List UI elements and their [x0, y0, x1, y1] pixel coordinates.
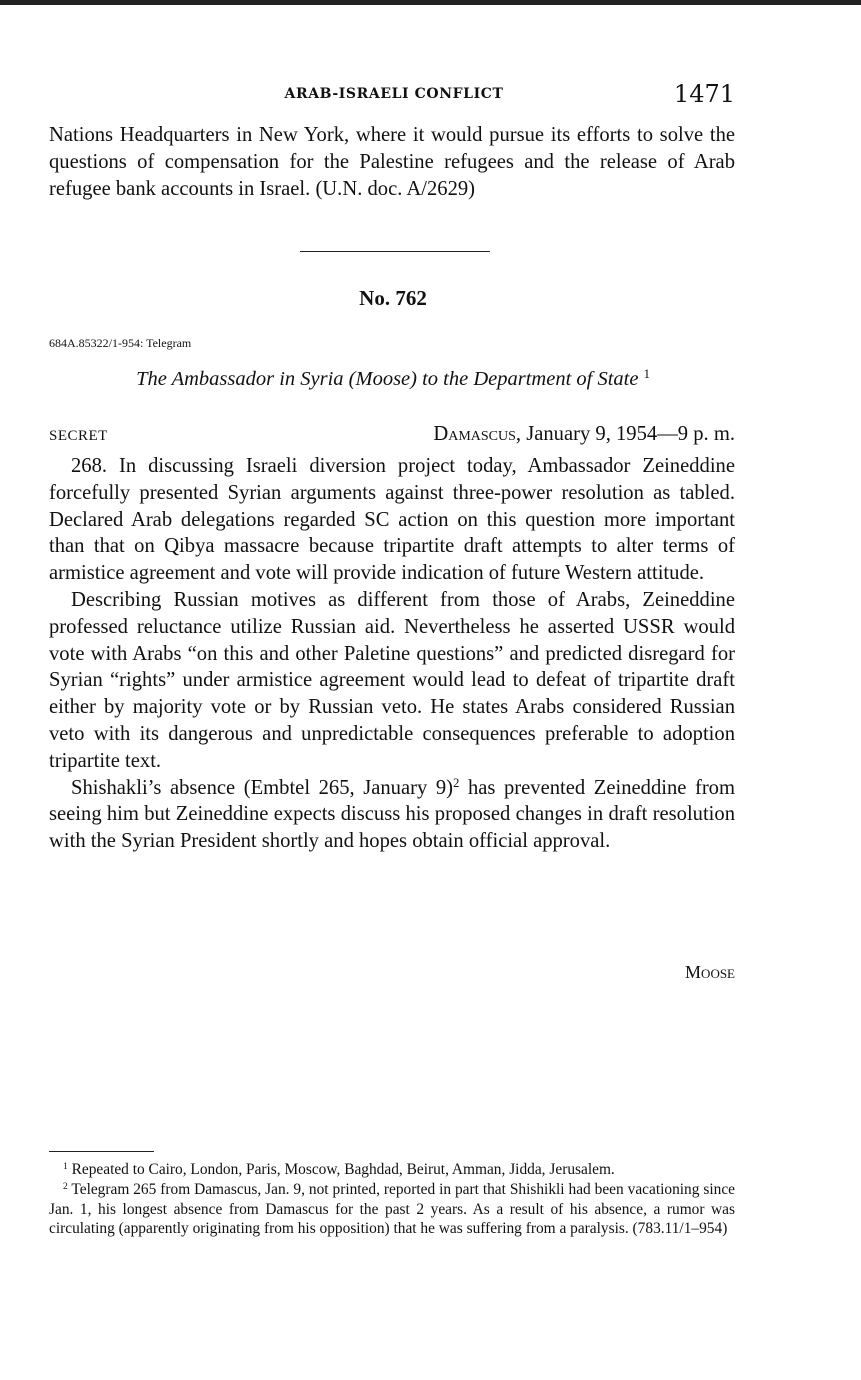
document-number: No. 762 — [359, 286, 427, 310]
footnote-text: Repeated to Cairo, London, Paris, Moscow, Baghdad, Beirut, Amman, Jidda, Jerusalem. — [71, 1161, 615, 1178]
dateline-place: Damascus, — [433, 423, 522, 445]
body-paragraph: 268. In discussing Israeli diversion project today, Ambassador Zeineddine forcefully presented Syrian arguments against three-power resolution as tabled. Declared Arab delegations regarded SC action on this question more important than that on Qibya massacre because tripartite draft attempts to alter terms of armistice agreement and vote will provide indication of future Western attitude. — [49, 455, 735, 585]
footnote-mark: 1 — [63, 1160, 68, 1172]
body-paragraph-text: Shishakli’s absence (Embtel 265, January 9) — [71, 776, 454, 799]
classification: SECRET — [49, 428, 108, 444]
continuation-paragraph — [49, 122, 735, 202]
footnote-rule — [49, 1151, 154, 1152]
footnote-mark: 2 — [63, 1180, 68, 1192]
footnote-text: Telegram 265 from Damascus, Jan. 9, not printed, reported in part that Shishikli had been vacationing since Jan. 1, his longest absence from Damascus for the past 2 years. As a result of his absence, a rumor was circulating (apparently originating from his opposition) that he was suffering from a paralysis. (783.11/1–954) — [49, 1180, 735, 1238]
dateline-date: January 9, 1954—9 p. m. — [526, 423, 735, 445]
dateline — [433, 423, 735, 446]
footnotes — [49, 1160, 735, 1239]
document-title-text: The Ambassador in Syria (Moose) to the Department of State — [136, 368, 639, 390]
section-divider — [300, 251, 490, 252]
page-number: 1471 — [673, 80, 735, 108]
footnote-ref-1: 1 — [643, 367, 650, 382]
body-paragraph-text: has prevented Zeineddine from seeing him but Zeineddine expects discuss his proposed changes in draft resolution with the Syrian President shortly and hopes obtain official approval. — [49, 776, 735, 853]
page-top-edge — [0, 0, 861, 5]
footnote — [49, 1180, 735, 1239]
file-reference: 684A.85322/1-954: Telegram — [49, 336, 192, 350]
footnote — [49, 1160, 735, 1180]
document-title — [0, 368, 786, 391]
continuation-text: Nations Headquarters in New York, where it would pursue its efforts to solve the questions of compensation for the Palestine refugees and the release of Arab refugee bank accounts in Israel. (U.N. doc. A/2629) — [49, 124, 735, 200]
telegram-body — [49, 453, 735, 855]
body-paragraph — [49, 775, 735, 855]
running-head: ARAB-ISRAELI CONFLICT — [284, 86, 504, 102]
footnote-ref-2: 2 — [453, 775, 460, 790]
body-paragraph: Describing Russian motives as different from those of Arabs, Zeineddine professed reluctance utilize Russian aid. Nevertheless he asserted USSR would vote with Arabs “on this and other Paletine questions” and predicted disregard for Syrian “rights” under armistice agreement would lead to defeat of tripartite draft either by majority vote or by Russian veto. He states Arabs considered Russian veto with its dangerous and unpredictable consequences preferable to adoption tripartite text. — [49, 588, 735, 772]
signature: Moose — [685, 962, 735, 982]
